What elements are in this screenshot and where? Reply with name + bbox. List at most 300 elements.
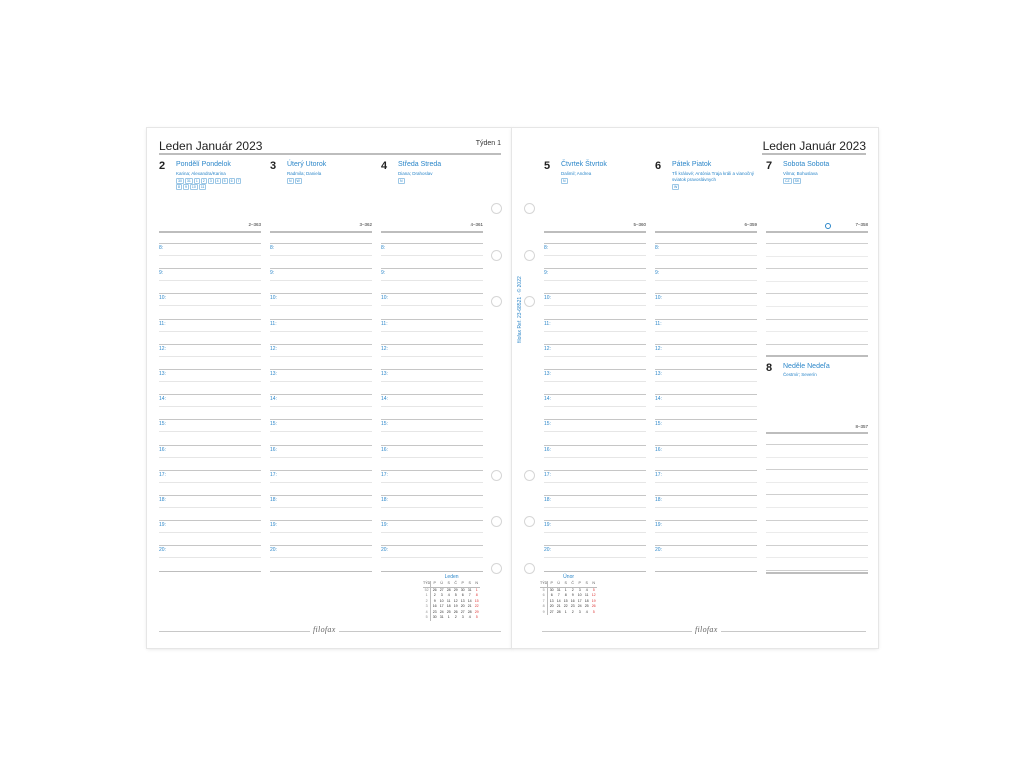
holiday-chip: SK [794, 179, 800, 183]
hour-row[interactable] [159, 419, 261, 444]
half-hour-line [381, 381, 483, 382]
calendar-date: 9 [433, 598, 436, 603]
calendar-date: 19 [453, 604, 458, 608]
hour-line [270, 545, 372, 546]
hour-line [544, 243, 646, 244]
calendar-date: 5 [454, 593, 457, 597]
hour-row[interactable] [270, 344, 372, 369]
half-hour-line [381, 255, 483, 256]
holiday-chip: 30 [178, 179, 182, 183]
calendar-date: 25 [584, 604, 589, 608]
calendar-date: 22 [563, 604, 568, 608]
calendar-date: 20 [460, 604, 465, 608]
half-hour-line [159, 255, 261, 256]
holiday-chip: N [563, 179, 566, 183]
half-hour-line [655, 381, 757, 382]
holiday-chip: 10 [191, 185, 196, 189]
week-number: 1 [423, 593, 431, 599]
hour-line [381, 344, 483, 345]
hour-line [270, 268, 372, 269]
calendar-date: 29 [474, 609, 479, 614]
hour-line [159, 571, 261, 573]
weekday-header: TÝD [540, 581, 548, 585]
calendar-date: 31 [439, 615, 444, 619]
half-hour-line [270, 305, 372, 306]
day-of-year-count: 3–362 [359, 222, 372, 227]
hour-line [544, 293, 646, 294]
hour-row[interactable] [544, 495, 646, 520]
hour-row[interactable] [270, 268, 372, 293]
half-hour-line [381, 406, 483, 407]
hour-label: 16: [159, 446, 166, 453]
hour-line [544, 470, 646, 471]
hour-label: 18: [270, 497, 277, 503]
weekday-header: S [445, 581, 452, 587]
hour-line [159, 394, 261, 395]
hour-line [655, 545, 757, 546]
calendar-date: 6 [550, 593, 553, 597]
half-hour-line [544, 431, 646, 432]
name-days: Tři králové; Antónia Traja králi a vianočný sviatok pravoslávnych [672, 171, 755, 182]
hour-label: 13: [159, 371, 166, 377]
hour-label: 20: [270, 547, 277, 554]
weekday-header: N [590, 581, 597, 587]
hour-row[interactable] [270, 419, 372, 444]
half-hour-line [544, 557, 646, 558]
hour-row[interactable] [544, 243, 646, 268]
hour-row[interactable] [270, 470, 372, 495]
hour-row[interactable] [270, 243, 372, 268]
calendar-date: 27 [439, 587, 444, 592]
punch-hole [491, 250, 502, 261]
hour-line [544, 445, 646, 446]
hour-row[interactable] [381, 419, 483, 444]
calendar-date: 14 [556, 598, 561, 603]
half-hour-line [381, 532, 483, 533]
hour-row[interactable] [381, 495, 483, 520]
hour-row[interactable] [544, 520, 646, 545]
holiday-chip: N [289, 179, 292, 183]
half-hour-line [655, 482, 757, 483]
half-hour-line [544, 305, 646, 306]
holiday-chip: W [674, 185, 678, 189]
hour-line [544, 319, 646, 320]
hour-row[interactable] [544, 369, 646, 394]
calendar-date: 30 [460, 587, 465, 592]
calendar-date: 8 [564, 593, 567, 597]
day-rule [544, 231, 646, 233]
weekday-header: Č [452, 581, 459, 587]
hour-label: 10: [655, 295, 662, 302]
hour-row[interactable] [544, 445, 646, 470]
hour-row[interactable] [270, 369, 372, 394]
half-hour-line [544, 532, 646, 533]
hour-row[interactable] [655, 268, 757, 293]
hour-line [159, 545, 261, 546]
hour-row[interactable] [655, 445, 757, 470]
calendar-date: 11 [446, 598, 451, 603]
hour-line [159, 520, 261, 521]
calendar-date: 16 [570, 598, 575, 603]
hour-row[interactable] [159, 319, 261, 344]
hour-row[interactable] [381, 344, 483, 369]
hour-line [655, 495, 757, 496]
hour-label: 8: [159, 245, 164, 251]
hour-line [270, 369, 372, 370]
day-rule [270, 231, 372, 233]
hour-row[interactable] [159, 495, 261, 520]
half-hour-line [544, 356, 646, 357]
calendar-date: 13 [460, 598, 465, 603]
hour-row[interactable] [544, 419, 646, 444]
hour-row[interactable] [381, 470, 483, 495]
hour-label: 9: [544, 270, 549, 277]
day-column [270, 128, 372, 648]
half-hour-line [270, 482, 372, 483]
hour-row[interactable] [655, 319, 757, 344]
half-hour-line [544, 457, 646, 458]
hour-line [159, 293, 261, 294]
weekday-header: S [562, 581, 569, 587]
hour-line [159, 369, 261, 370]
hour-row[interactable] [655, 419, 757, 444]
hour-row[interactable] [270, 445, 372, 470]
hour-row[interactable] [159, 445, 261, 470]
hour-row[interactable] [381, 369, 483, 394]
hour-row[interactable] [270, 319, 372, 344]
hour-line [655, 419, 757, 420]
hour-line [655, 293, 757, 294]
hour-label: 13: [655, 371, 662, 377]
calendar-date: 25 [446, 609, 451, 614]
half-hour-line [159, 381, 261, 382]
punch-hole [491, 296, 502, 307]
half-hour-line [381, 331, 483, 332]
filofax-logo: filofax [692, 625, 721, 634]
day-number: 8 [766, 362, 773, 374]
holiday-chip: 11 [200, 185, 205, 189]
hour-label: 18: [655, 497, 662, 503]
hour-label: 8: [544, 245, 549, 251]
hour-line [159, 445, 261, 446]
hour-label: 16: [544, 446, 551, 453]
hour-label: 9: [270, 270, 275, 277]
week-number: 9 [540, 610, 548, 616]
calendar-date: 4 [585, 587, 588, 592]
half-hour-line [655, 255, 757, 256]
calendar-date: 27 [549, 609, 554, 614]
sunday-column[interactable] [766, 128, 868, 648]
half-hour-line [381, 305, 483, 306]
day-column [381, 128, 483, 648]
writing-line [766, 507, 868, 508]
half-hour-line [159, 482, 261, 483]
hour-line [381, 419, 483, 420]
half-hour-line [655, 457, 757, 458]
half-hour-line [159, 431, 261, 432]
writing-line [766, 520, 868, 521]
hour-label: 15: [159, 421, 166, 428]
calendar-date: 4 [585, 609, 588, 614]
hour-label: 16: [655, 446, 662, 453]
hour-row[interactable] [381, 293, 483, 318]
punch-hole [524, 296, 535, 307]
half-hour-line [655, 406, 757, 407]
hour-label: 10: [270, 295, 277, 302]
calendar-date: 16 [432, 604, 437, 608]
hour-row[interactable] [270, 520, 372, 545]
hour-label: 11: [655, 320, 662, 327]
hour-label: 11: [381, 320, 388, 327]
week-label: Týden 1 [475, 140, 501, 147]
holiday-chip: 3 [209, 179, 212, 183]
half-hour-line [655, 356, 757, 357]
calendar-date: 5 [592, 609, 595, 614]
hour-label: 19: [381, 522, 388, 529]
half-hour-line [159, 557, 261, 558]
half-hour-line [270, 457, 372, 458]
hour-row[interactable] [270, 545, 372, 570]
day-number: 3 [270, 160, 277, 172]
hour-label: 15: [381, 421, 388, 428]
half-hour-line [270, 507, 372, 508]
hour-label: 20: [544, 547, 551, 554]
hour-label: 17: [655, 471, 662, 478]
hour-row[interactable] [381, 319, 483, 344]
hour-row[interactable] [270, 495, 372, 520]
calendar-date: 3 [440, 593, 443, 597]
weekday-header: S [583, 581, 590, 587]
calendar-date: 17 [577, 598, 582, 603]
weekday-header: Ú [555, 581, 562, 587]
punch-hole [524, 563, 535, 574]
hour-row[interactable] [159, 268, 261, 293]
hour-label: 14: [270, 396, 277, 403]
half-hour-line [381, 507, 483, 508]
hour-line [159, 268, 261, 269]
hour-row[interactable] [159, 369, 261, 394]
hour-label: 11: [159, 320, 166, 327]
hour-label: 19: [159, 522, 166, 529]
calendar-date: 24 [577, 604, 582, 608]
hour-row[interactable] [655, 545, 757, 570]
hour-row[interactable] [159, 520, 261, 545]
week-number: 52 [423, 587, 431, 593]
hour-line [381, 520, 483, 521]
hour-line [381, 495, 483, 496]
half-hour-line [159, 406, 261, 407]
hour-label: 8: [381, 245, 386, 251]
week-number: 6 [540, 593, 548, 599]
day-of-year-count: 6–359 [744, 222, 757, 227]
hour-line [270, 293, 372, 294]
hour-label: 12: [159, 345, 166, 352]
hour-label: 14: [159, 396, 166, 403]
hour-row[interactable] [655, 243, 757, 268]
hour-row[interactable] [381, 445, 483, 470]
holiday-chip: 7 [237, 179, 240, 183]
hour-row[interactable] [159, 344, 261, 369]
hour-label: 13: [381, 371, 388, 377]
punch-hole [524, 203, 535, 214]
hour-row[interactable] [381, 268, 483, 293]
hour-row[interactable] [381, 545, 483, 570]
punch-hole [491, 516, 502, 527]
calendar-date: 23 [570, 604, 575, 608]
hour-row[interactable] [544, 268, 646, 293]
hour-row[interactable] [655, 495, 757, 520]
weekday-header: Č [569, 581, 576, 587]
day-of-year-count: 8–357 [855, 424, 868, 429]
hour-line [381, 571, 483, 573]
hour-row[interactable] [544, 470, 646, 495]
hour-label: 9: [159, 270, 164, 277]
writing-line [766, 444, 868, 445]
punch-hole [491, 203, 502, 214]
hour-row[interactable] [159, 470, 261, 495]
calendar-date: 10 [439, 598, 444, 603]
hour-label: 20: [655, 547, 662, 554]
hour-line [655, 520, 757, 521]
writing-line [766, 532, 868, 533]
name-days: Radmila; Daniela [287, 171, 322, 176]
day-name: Středa Streda [398, 161, 442, 168]
weekday-header: P [459, 581, 466, 587]
calendar-date: 27 [460, 609, 465, 614]
day-number: 7 [766, 160, 773, 172]
half-hour-line [159, 507, 261, 508]
hour-label: 19: [270, 522, 277, 529]
half-hour-line [159, 532, 261, 533]
day-name: Pondělí Pondelok [176, 161, 231, 168]
day-rule [655, 231, 757, 233]
calendar-date: 30 [432, 615, 437, 619]
hour-row[interactable] [655, 394, 757, 419]
hour-row[interactable] [381, 243, 483, 268]
page-title-right: Leden Január 2023 [762, 139, 866, 153]
hour-line [544, 571, 646, 573]
hour-row[interactable] [655, 470, 757, 495]
holiday-chip: W [296, 179, 300, 183]
hour-row[interactable] [655, 369, 757, 394]
hour-row[interactable] [655, 520, 757, 545]
hour-line [655, 394, 757, 395]
calendar-date: 24 [439, 609, 444, 614]
calendar-date: 1 [564, 587, 567, 592]
calendar-date: 30 [549, 587, 554, 592]
calendar-date: 17 [439, 604, 444, 608]
week-number: 2 [423, 599, 431, 605]
hour-label: 11: [544, 320, 551, 327]
punch-hole [524, 250, 535, 261]
hour-line [655, 571, 757, 573]
hour-row[interactable] [544, 319, 646, 344]
spine-reference-text: filofax Ref. 23-68521 · © 2022 [517, 276, 523, 343]
hour-line [655, 470, 757, 471]
calendar-date: 4 [447, 593, 450, 597]
name-days: Karina; Alexandra/Karina [176, 171, 226, 176]
hour-row[interactable] [270, 394, 372, 419]
hour-label: 14: [655, 396, 662, 403]
hour-label: 18: [544, 497, 551, 503]
hour-row[interactable] [544, 394, 646, 419]
day-of-year-count: 4–361 [470, 222, 483, 227]
half-hour-line [270, 356, 372, 357]
hour-line [381, 394, 483, 395]
hour-label: 12: [655, 345, 662, 352]
hour-row[interactable] [544, 293, 646, 318]
calendar-date: 1 [475, 587, 478, 592]
calendar-date: 31 [556, 587, 561, 592]
calendar-date: 21 [556, 604, 561, 608]
weekday-header: TÝD [423, 581, 431, 585]
hour-label: 11: [270, 320, 277, 327]
hour-line [544, 268, 646, 269]
hour-row[interactable] [270, 293, 372, 318]
calendar-date: 18 [446, 604, 451, 608]
half-hour-line [270, 255, 372, 256]
hour-row[interactable] [159, 243, 261, 268]
hour-label: 15: [544, 421, 551, 428]
calendar-date: 26 [453, 609, 458, 614]
hour-line [270, 571, 372, 573]
hour-label: 12: [381, 345, 388, 352]
half-hour-line [159, 457, 261, 458]
hour-row[interactable] [381, 394, 483, 419]
punch-hole [491, 563, 502, 574]
hour-row[interactable] [544, 545, 646, 570]
writing-line [766, 457, 868, 458]
hour-label: 20: [381, 547, 388, 554]
half-hour-line [544, 255, 646, 256]
calendar-date: 3 [461, 615, 464, 619]
hour-line [544, 495, 646, 496]
holiday-chip: 5 [223, 179, 226, 183]
hour-row[interactable] [544, 344, 646, 369]
hour-line [381, 319, 483, 320]
calendar-date: 18 [584, 598, 589, 603]
holiday-chip: N [400, 179, 403, 183]
hour-line [544, 419, 646, 420]
hour-row[interactable] [381, 520, 483, 545]
calendar-date: 5 [475, 615, 478, 619]
hour-label: 15: [270, 421, 277, 428]
hour-label: 13: [544, 371, 551, 377]
half-hour-line [270, 431, 372, 432]
day-name: Sobota Sobota [783, 161, 830, 168]
half-hour-line [381, 280, 483, 281]
week-number: 8 [540, 604, 548, 610]
name-days: Čestmír; Severín [783, 372, 817, 377]
hour-row[interactable] [159, 545, 261, 570]
half-hour-line [270, 406, 372, 407]
hour-row[interactable] [655, 293, 757, 318]
hour-row[interactable] [159, 394, 261, 419]
hour-line [381, 243, 483, 244]
hour-line [270, 319, 372, 320]
day-number: 6 [655, 160, 662, 172]
day-number: 2 [159, 160, 166, 172]
hour-row[interactable] [655, 344, 757, 369]
filofax-logo: filofax [310, 625, 339, 634]
calendar-date: 7 [468, 593, 471, 597]
hour-line [381, 369, 483, 370]
hour-row[interactable] [159, 293, 261, 318]
hour-line [381, 268, 483, 269]
half-hour-line [544, 381, 646, 382]
hour-label: 18: [159, 497, 166, 503]
writing-line [766, 557, 868, 558]
